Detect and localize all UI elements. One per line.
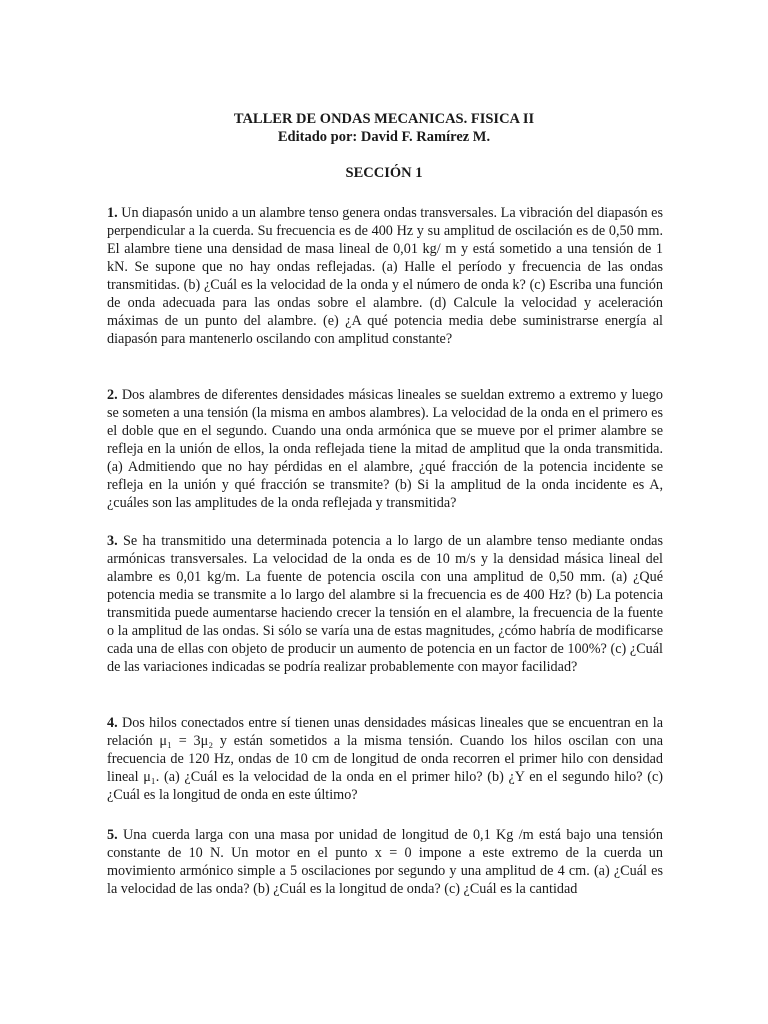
- document-title: TALLER DE ONDAS MECANICAS. FISICA II: [233, 111, 535, 127]
- problem-text: Un diapasón unido a un alambre tenso genera ondas transversales. La vibración del diapasón es perpendicular a la cuerda. Su frecuencia es de 400 Hz y su amplitud de oscilación es de 0,50 mm. El alambre tiene una densidad de masa lineal de 0,01 kg/ m y está sometido a una tensión de 1 kN. Se supone que no hay ondas reflejadas. (a) Halle el período y frecuencia de las ondas transmitidas. (b) ¿Cuál es la velocidad de la onda y el número de onda k? (c) Escriba una función de onda adecuada para las ondas sobre el alambre. (d) Calcule la velocidad y aceleración máximas de un punto del alambre. (e) ¿A qué potencia media debe suministrarse energía al diapasón para mantenerlo oscilando con amplitud constante?: [107, 205, 663, 347]
- problem-number: 4.: [107, 715, 118, 731]
- problem-3: [107, 532, 663, 676]
- problem-1: [107, 204, 663, 348]
- problem-number: 3.: [107, 533, 118, 549]
- problem-2: [107, 386, 663, 512]
- problem-4: [107, 714, 663, 804]
- section-heading: SECCIÓN 1: [345, 165, 423, 181]
- problem-text: Se ha transmitido una determinada potencia a lo largo de un alambre tenso mediante ondas armónicas transversales. La velocidad de la onda es de 10 m/s y la densidad másica lineal del alambre es 0,01 kg/m. La fuente de potencia oscila con una amplitud de 0,50 mm. (a) ¿Qué potencia media se transmite a lo largo del alambre si la frecuencia es de 400 Hz? (b) La potencia transmitida puede aumentarse haciendo crecer la tensión en el alambre, la frecuencia de la fuente o la amplitud de las ondas. Si sólo se varía una de estas magnitudes, ¿cómo habría de modificarse cada una de ellas con objeto de producir un aumento de potencia en un factor de 100%? (c) ¿Cuál de las variaciones indicadas se podría realizar probablemente con mayor facilidad?: [107, 533, 663, 675]
- problem-text: Dos alambres de diferentes densidades másicas lineales se sueldan extremo a extremo y luego se someten a una tensión (la misma en ambos alambres). La velocidad de la onda en el primero es el doble que en el segundo. Cuando una onda armónica que se mueve por el primer alambre se refleja en la unión de ellos, la onda reflejada tiene la mitad de amplitud que la onda transmitida. (a) Admitiendo que no hay pérdidas en el alambre, ¿qué fracción de la potencia incidente se refleja en la unión y qué fracción se transmite? (b) Si la amplitud de la onda incidente es A, ¿cuáles son las amplitudes de la onda reflejada y transmitida?: [107, 387, 663, 511]
- problem-number: 5.: [107, 827, 118, 843]
- problem-text: Una cuerda larga con una masa por unidad de longitud de 0,1 Kg /m está bajo una tensión constante de 10 N. Un motor en el punto x = 0 impone a este extremo de la cuerda un movimiento armónico simple a 5 oscilaciones por segundo y una amplitud de 4 cm. (a) ¿Cuál es la velocidad de las onda? (b) ¿Cuál es la longitud de onda? (c) ¿Cuál es la cantidad: [107, 827, 663, 897]
- problem-number: 1.: [107, 205, 118, 221]
- problem-number: 2.: [107, 387, 118, 403]
- problem-5: [107, 826, 663, 898]
- problem-text: Dos hilos conectados entre sí tienen unas densidades másicas lineales que se encuentran en la relación μ₁ = 3μ₂ y están sometidos a la misma tensión. Cuando los hilos oscilan con una frecuencia de 120 Hz, ondas de 10 cm de longitud de onda recorren el primer hilo con densidad lineal μ₁. (a) ¿Cuál es la velocidad de la onda en el primer hilo? (b) ¿Y en el segundo hilo? (c) ¿Cuál es la longitud de onda en este último?: [107, 715, 663, 803]
- document-author: Editado por: David F. Ramírez M.: [277, 129, 491, 145]
